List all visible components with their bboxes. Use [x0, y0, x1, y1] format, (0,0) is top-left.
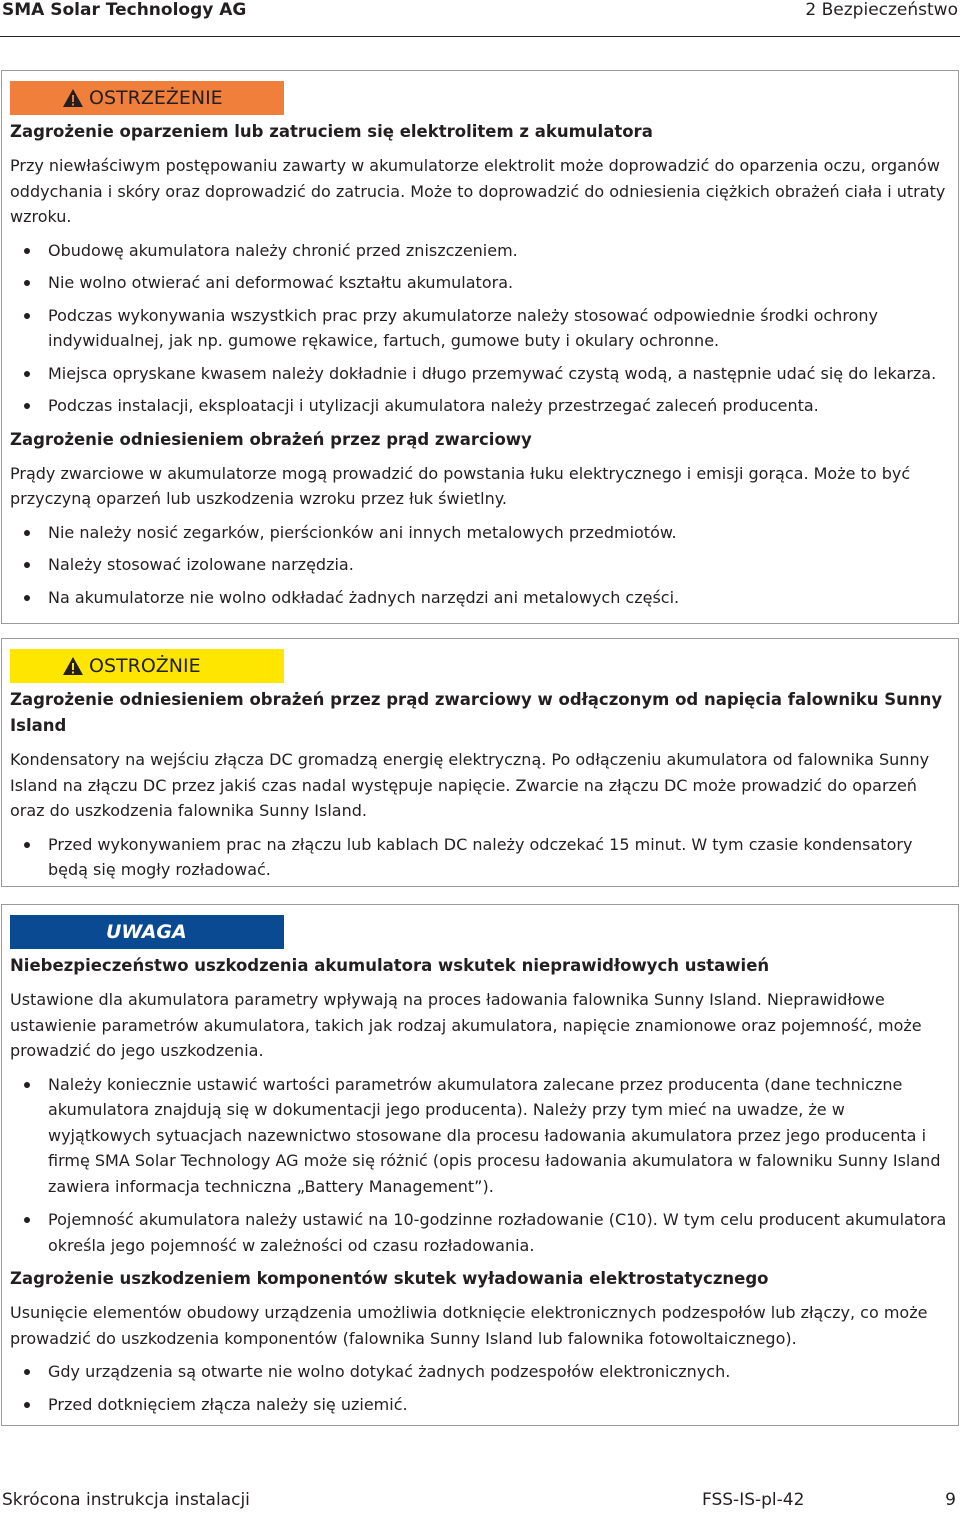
caution-label: OSTROŻNIE	[89, 655, 201, 677]
warning-section1-list	[10, 238, 950, 419]
warning-section2-text: Prądy zwarciowe w akumulatorze mogą prowadzić do powstania łuku elektrycznego i emisji gorąca. Może to być przyczyną oparzeń lub uszkodzenia wzroku przez łuk świetlny.	[10, 463, 911, 508]
caution-banner	[10, 649, 284, 683]
list-item: Należy stosować izolowane narzędzia.	[10, 552, 950, 578]
page-header	[0, 0, 960, 26]
warning-section1-text: Przy niewłaściwym postępowaniu zawarty w akumulatorze elektrolit może doprowadzić do oparzenia oczu, organów oddychania i skóry oraz doprowadzić do zatrucia. Może to doprowadzić do odniesienia ciężkich obrażeń ciała i utraty wzroku.	[10, 156, 946, 226]
page-footer	[0, 1490, 960, 1516]
notice-section2-list	[10, 1359, 950, 1417]
list-item: Przed wykonywaniem prac na złączu lub kablach DC należy odczekać 15 minut. W tym czasie kondensatory będą się mogły rozładować.	[10, 832, 950, 883]
document-code: FSS-IS-pl-42	[702, 1490, 805, 1510]
caution-list	[10, 832, 950, 883]
notice-label: UWAGA	[106, 921, 187, 943]
warning-section2-title: Zagrożenie odniesieniem obrażeń przez prąd zwarciowy	[10, 429, 532, 449]
warning-section2-list	[10, 520, 950, 611]
list-item: Gdy urządzenia są otwarte nie wolno dotykać żadnych podzespołów elektronicznych.	[10, 1359, 950, 1385]
company-name: SMA Solar Technology AG	[2, 0, 247, 20]
header-divider	[0, 36, 960, 37]
notice-banner	[10, 915, 284, 949]
chapter-title: 2 Bezpieczeństwo	[805, 0, 958, 20]
caution-title: Zagrożenie odniesieniem obrażeń przez prąd zwarciowy w odłączonym od napięcia falowniku Sunny Island	[10, 690, 943, 735]
list-item: Nie należy nosić zegarków, pierścionków ani innych metalowych przedmiotów.	[10, 520, 950, 546]
list-item: Nie wolno otwierać ani deformować kształtu akumulatora.	[10, 270, 950, 296]
notice-section1-title: Niebezpieczeństwo uszkodzenia akumulatora wskutek nieprawidłowych ustawień	[10, 956, 770, 975]
caution-triangle-icon	[62, 656, 84, 676]
list-item: Na akumulatorze nie wolno odkładać żadnych narzędzi ani metalowych części.	[10, 585, 950, 611]
list-item: Przed dotknięciem złącza należy się uziemić.	[10, 1392, 950, 1418]
warning-section1-title: Zagrożenie oparzeniem lub zatruciem się elektrolitem z akumulatora	[10, 122, 653, 141]
list-item: Należy koniecznie ustawić wartości parametrów akumulatora zalecane przez producenta (dane techniczne akumulatora znajdują się w dokumentacji jego producenta). Należy przy tym mieć na uwadze, że w wyjątkowych sytuacjach nazewnictwo stosowane dla procesu ładowania akumulatora przez jego producenta i firmę SMA Solar Technology AG może się różnić (opis procesu ładowania akumulatora w falowniku Sunny Island zawiera informacja techniczna „Battery Management”).	[10, 1072, 950, 1200]
list-item: Pojemność akumulatora należy ustawić na 10-godzinne rozładowanie (C10). W tym celu producent akumulatora określa jego pojemność w zależności od czasu rozładowania.	[10, 1207, 950, 1258]
notice-section1-list	[10, 1072, 950, 1259]
notice-section2-title: Zagrożenie uszkodzeniem komponentów skutek wyładowania elektrostatycznego	[10, 1269, 769, 1288]
document-title: Skrócona instrukcja instalacji	[2, 1490, 250, 1510]
list-item: Podczas instalacji, eksploatacji i utylizacji akumulatora należy przestrzegać zaleceń producenta.	[10, 393, 950, 419]
notice-section1-text: Ustawione dla akumulatora parametry wpływają na proces ładowania falownika Sunny Island. Nieprawidłowe ustawienie parametrów akumulatora, takich jak rodzaj akumulatora, napięcie znamionowe oraz pojemność, może prowadzić do jego uszkodzenia.	[10, 990, 922, 1060]
warning-banner	[10, 81, 284, 115]
warning-triangle-icon	[62, 88, 84, 108]
list-item: Miejsca opryskane kwasem należy dokładnie i długo przemywać czystą wodą, a następnie udać się do lekarza.	[10, 361, 950, 387]
warning-label: OSTRZEŻENIE	[89, 87, 223, 109]
list-item: Obudowę akumulatora należy chronić przed zniszczeniem.	[10, 238, 950, 264]
notice-box	[1, 904, 959, 1426]
list-item: Podczas wykonywania wszystkich prac przy akumulatorze należy stosować odpowiednie środki ochrony indywidualnej, jak np. gumowe rękawice, fartuch, gumowe buty i okulary ochronne.	[10, 303, 950, 354]
page-number: 9	[945, 1490, 956, 1510]
caution-text: Kondensatory na wejściu złącza DC gromadzą energię elektryczną. Po odłączeniu akumulatora od falownika Sunny Island na złączu DC przez jakiś czas nadal występuje napięcie. Zwarcie na złączu DC może prowadzić do oparzeń oraz do uszkodzenia falownika Sunny Island.	[10, 750, 930, 820]
warning-box	[1, 70, 959, 624]
caution-box	[1, 638, 959, 887]
notice-section2-text: Usunięcie elementów obudowy urządzenia umożliwia dotknięcie elektronicznych podzespołów lub złączy, co może prowadzić do uszkodzenia komponentów (falownika Sunny Island lub falownika fotowoltaicznego).	[10, 1303, 928, 1348]
